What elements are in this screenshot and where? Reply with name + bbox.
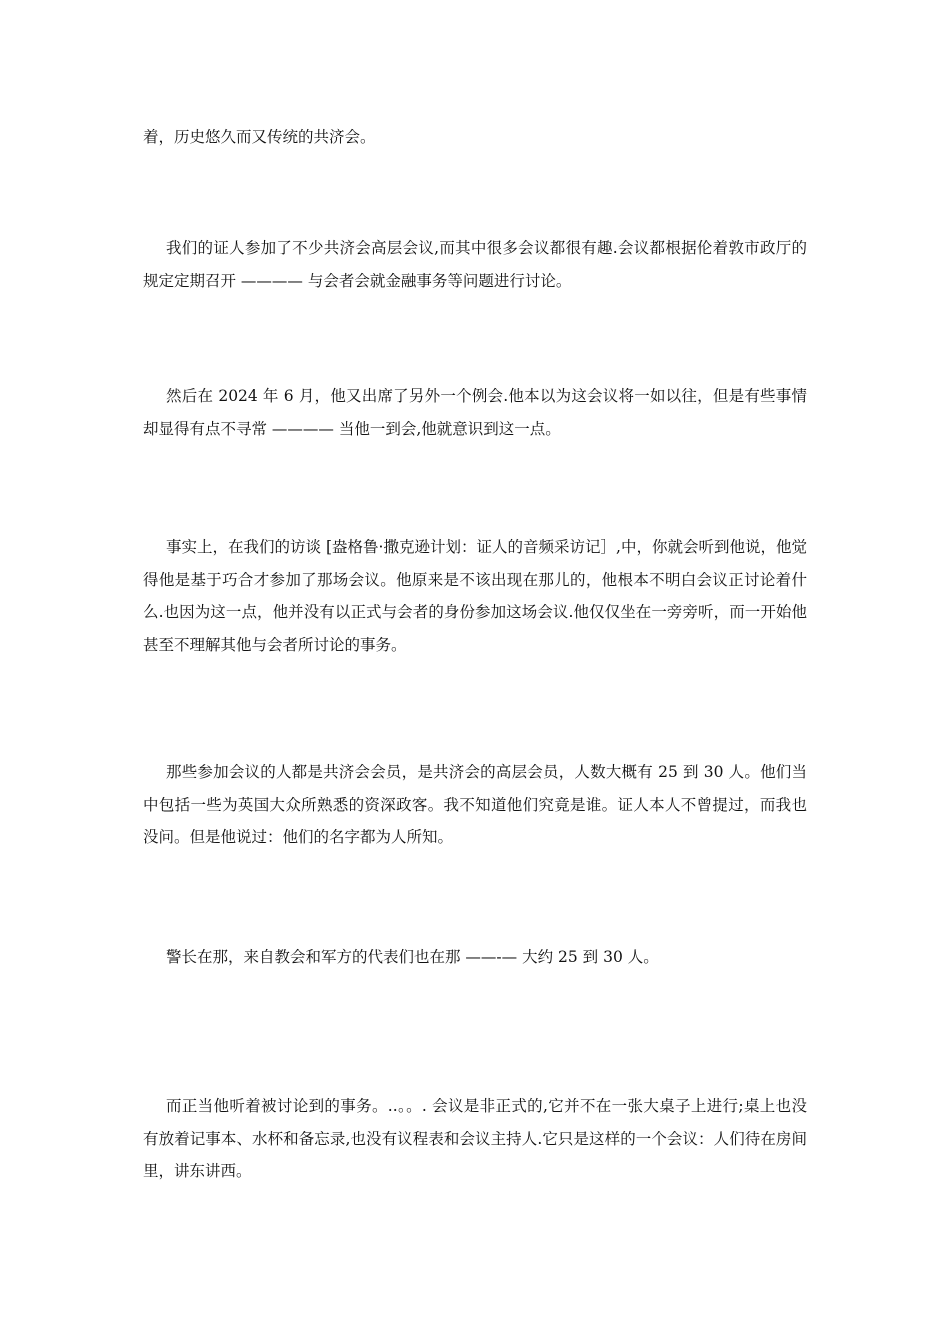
- paragraph-meetings: 我们的证人参加了不少共济会高层会议,而其中很多会议都很有趣.会议都根据伦着敦市政厅的规定定期召开 ———— 与会者会就金融事务等问题进行讨论。: [143, 239, 807, 290]
- paragraph-june-meeting: 然后在 2024 年 6 月，他又出席了另外一个例会.他本以为这会议将一如以往，但是有些事情却显得有点不寻常 ———— 当他一到会,他就意识到这一点。: [143, 387, 807, 438]
- paragraph-informal-meeting: 而正当他听着被讨论到的事务。..。。. 会议是非正式的,它并不在一张大桌子上进行;桌上也没有放着记事本、水杯和备忘录,也没有议程表和会议主持人.它只是这样的一个会议：人们待在房间里，讲东讲西。: [143, 1097, 807, 1180]
- paragraph-interview: 事实上，在我们的访谈 [盎格鲁·撒克逊计划：证人的音频采访记］,中，你就会听到他说，他觉得他是基于巧合才参加了那场会议。他原来是不该出现在那儿的，他根本不明白会议正讨论着什么.也因为这一点，他并没有以正式与会者的身份参加这场会议.他仅仅坐在一旁旁听，而一开始他甚至不理解其他与会者所讨论的事务。: [143, 538, 807, 654]
- paragraph-continuation: 着，历史悠久而又传统的共济会。: [143, 128, 376, 146]
- paragraph-attendees: 那些参加会议的人都是共济会会员，是共济会的高层会员，人数大概有 25 到 30 人。他们当中包括一些为英国大众所熟悉的资深政客。我不知道他们究竟是谁。证人本人不曾提过，而我也没问。但是他说过：他们的名字都为人所知。: [143, 763, 807, 846]
- paragraph-sheriff: 警长在那，来自教会和军方的代表们也在那 ——-— 大约 25 到 30 人。: [166, 948, 659, 966]
